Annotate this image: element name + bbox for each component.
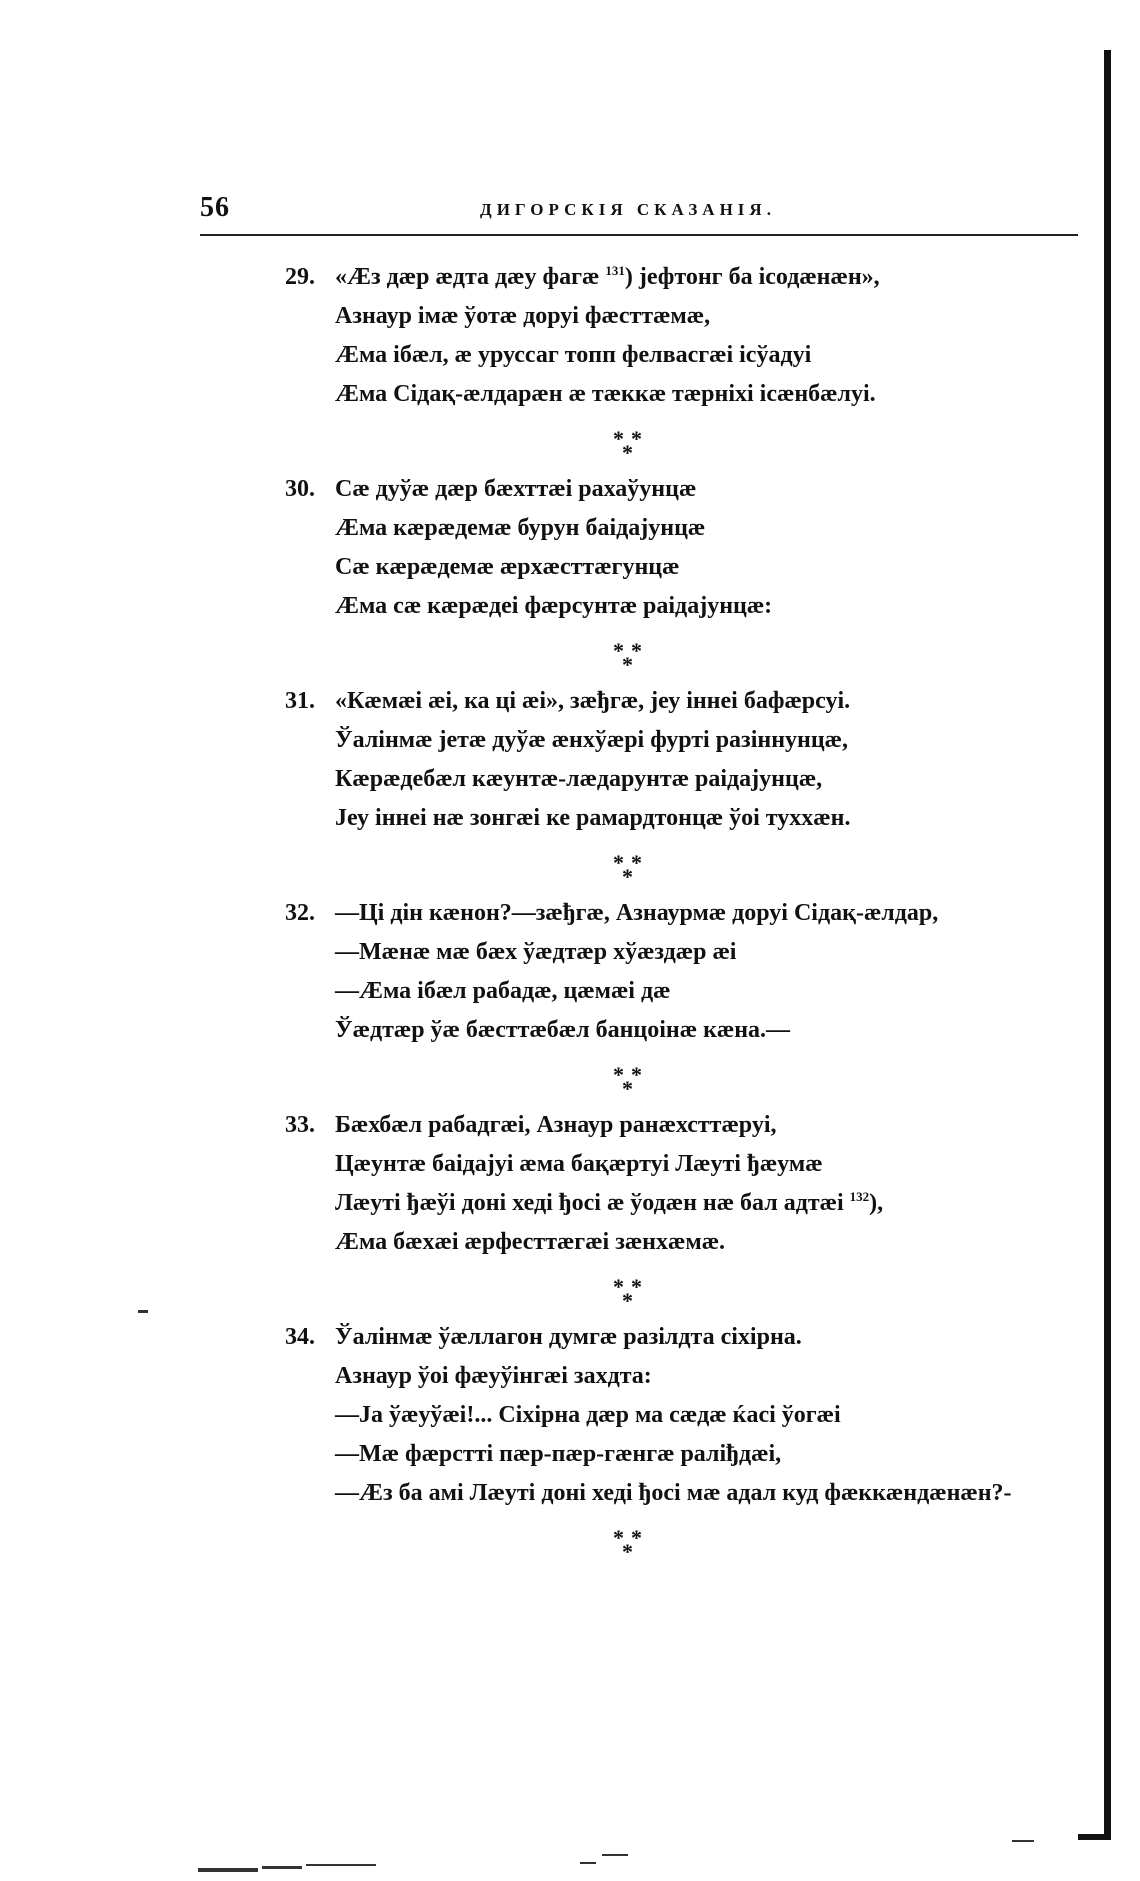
verse-text: Сӕ кӕрӕдемӕ ӕрхӕсттӕгунцӕ [335,554,680,580]
verse-text: Ӕма Сідақ-ӕлдарӕн ӕ тӕккӕ тӕрніхі ісӕнбӕлуі. [335,381,876,407]
asterisk: * [622,440,633,465]
verse-text: «Ӕз дӕр ӕдта дӕу фагӕ [335,264,606,290]
stanza-number: 33. [285,1112,315,1138]
right-page-border [1104,50,1111,1840]
verse-text: Бӕхбӕл рабадгӕі, Азнаур ранӕхсттӕруі, [335,1112,777,1138]
stanza-29 [285,258,1075,414]
verse-line [285,682,1075,721]
scan-mark-bottom-left [198,1868,258,1872]
verse-line [285,587,1075,626]
verse-text: Ўалінмӕ јетӕ дуўӕ ӕнхўӕрі фурті разіннунцӕ, [335,727,849,753]
asterisk: * [631,426,642,451]
asterisk: * [613,1274,624,1299]
verse-text: Кӕрӕдебӕл кӕунтӕ-лӕдарунтӕ раідајунцӕ, [335,766,823,792]
stanza-number: 30. [285,476,315,502]
verse-line [285,760,1075,799]
asterisk: * [613,1525,624,1550]
asterisk: * [613,1062,624,1087]
verse-text: Цӕунтӕ баідајуі ӕма бақӕртуі Лӕуті ђӕумӕ [335,1151,823,1177]
verse-text: Лӕуті ђӕўі доні хеді ђосі ӕ ўодӕн нӕ бал адтӕі [335,1190,850,1216]
asterisk: * [613,850,624,875]
verse-line [285,1357,1075,1396]
verse-line [285,548,1075,587]
poem-content [285,258,1075,1569]
footnote-ref: 132 [849,1189,870,1204]
verse-text: —Ја ўӕуўӕі!... Сіхірна дӕр ма сӕдӕ ќасі ўогӕі [335,1402,841,1428]
scan-mark-left [138,1310,148,1313]
verse-text: Ўӕдтӕр ўӕ бӕсттӕбӕл банцоінӕ кӕна.— [335,1017,791,1043]
asterism-divider [285,626,1075,682]
verse-line [285,336,1075,375]
asterisk: * [622,864,633,889]
verse-line [285,1474,1075,1513]
asterism-divider [285,838,1075,894]
verse-text: Јеу іннеі нӕ зонгӕі ке рамардтонцӕ ўоі туххӕн. [335,805,851,831]
asterisk: * [631,850,642,875]
verse-text: —Мӕ фӕрстті пӕр-пӕр-гӕнгӕ раліђдӕі, [335,1441,782,1467]
stanza-34 [285,1318,1075,1513]
asterisk: * [622,652,633,677]
asterism-divider [285,1513,1075,1569]
asterisk: * [631,1525,642,1550]
verse-text: Азнаур ўоі фӕуўінгӕі захдта: [335,1363,652,1389]
scan-mark-bottom-mid [580,1862,596,1864]
asterisk: * [631,638,642,663]
verse-line [285,972,1075,1011]
asterisk: * [613,638,624,663]
stanza-number: 31. [285,688,315,714]
verse-text: —Ӕма ібӕл рабадӕ, цӕмӕі дӕ [335,978,671,1004]
verse-line [285,721,1075,760]
verse-text: «Кӕмӕі ӕі, ка ці ӕі», зӕђгӕ, јеу іннеі бафӕрсуі. [335,688,851,714]
verse-line [285,375,1075,414]
stanza-33 [285,1106,1075,1262]
verse-line [285,1435,1075,1474]
verse-line [285,297,1075,336]
verse-text: Ӕма кӕрӕдемӕ бурун баідајунцӕ [335,515,706,541]
verse-line [285,1318,1075,1357]
verse-line [285,1223,1075,1262]
footnote-ref: 131 [605,263,625,278]
verse-text: Ўалінмӕ ўӕллагон думгӕ разілдта сіхірна. [335,1324,802,1350]
verse-text: —Мӕнӕ мӕ бӕх ўӕдтӕр хўӕздӕр ӕі [335,939,737,965]
page-number: 56 [200,192,230,223]
stanza-number: 29. [285,264,315,290]
verse-line [285,1145,1075,1184]
verse-text: Ӕма сӕ кӕрӕдеі фӕрсунтӕ раідајунцӕ: [335,593,773,619]
verse-line [285,509,1075,548]
right-page-border-hook [1078,1834,1111,1840]
asterisk: * [622,1539,633,1564]
stanza-31 [285,682,1075,838]
scan-mark-bottom-left-3 [306,1864,376,1866]
verse-line [285,258,1075,297]
stanza-number: 34. [285,1324,315,1350]
verse-line [285,894,1075,933]
scan-mark-bottom-left-2 [262,1866,302,1869]
verse-line [285,470,1075,509]
verse-text-continued: ) јефтонг ба ісодӕнӕн», [624,264,880,290]
stanza-32 [285,894,1075,1050]
page-header [200,192,1078,232]
verse-text: Ӕма бӕхӕі ӕрфесттӕгӕі зӕнхӕмӕ. [335,1229,726,1255]
asterism-divider [285,414,1075,470]
asterisk: * [613,426,624,451]
verse-text: —Ці дін кӕнон?—зӕђгӕ, Азнаурмӕ доруі Сідақ-ӕлдар, [335,900,939,926]
stanza-number: 32. [285,900,315,926]
running-title: ДИГОРСКІЯ СКАЗАНІЯ. [480,200,776,219]
asterisk: * [622,1076,633,1101]
header-rule [200,234,1078,236]
verse-text: Азнаур імӕ ўотӕ доруі фӕсттӕмӕ, [335,303,711,329]
verse-text: Сӕ дуўӕ дӕр бӕхттӕі рахаўунцӕ [335,476,697,502]
scan-mark-bottom-mid-2 [602,1854,628,1856]
asterism-divider [285,1050,1075,1106]
scan-mark-bottom-right [1012,1840,1034,1842]
verse-line [285,1396,1075,1435]
verse-line [285,799,1075,838]
verse-line [285,1184,1075,1223]
asterisk: * [622,1288,633,1313]
stanza-30 [285,470,1075,626]
verse-line [285,933,1075,972]
verse-line [285,1011,1075,1050]
verse-text: —Ӕз ба амі Лӕуті доні хеді ђосі мӕ адал куд фӕккӕндӕнӕн?- [335,1480,1012,1506]
asterism-divider [285,1262,1075,1318]
verse-line [285,1106,1075,1145]
asterisk: * [631,1274,642,1299]
verse-text: Ӕма ібӕл, ӕ уруссаг топп фелвасгӕі ісўадуі [335,342,812,368]
asterisk: * [631,1062,642,1087]
verse-text-continued: ), [869,1190,884,1216]
